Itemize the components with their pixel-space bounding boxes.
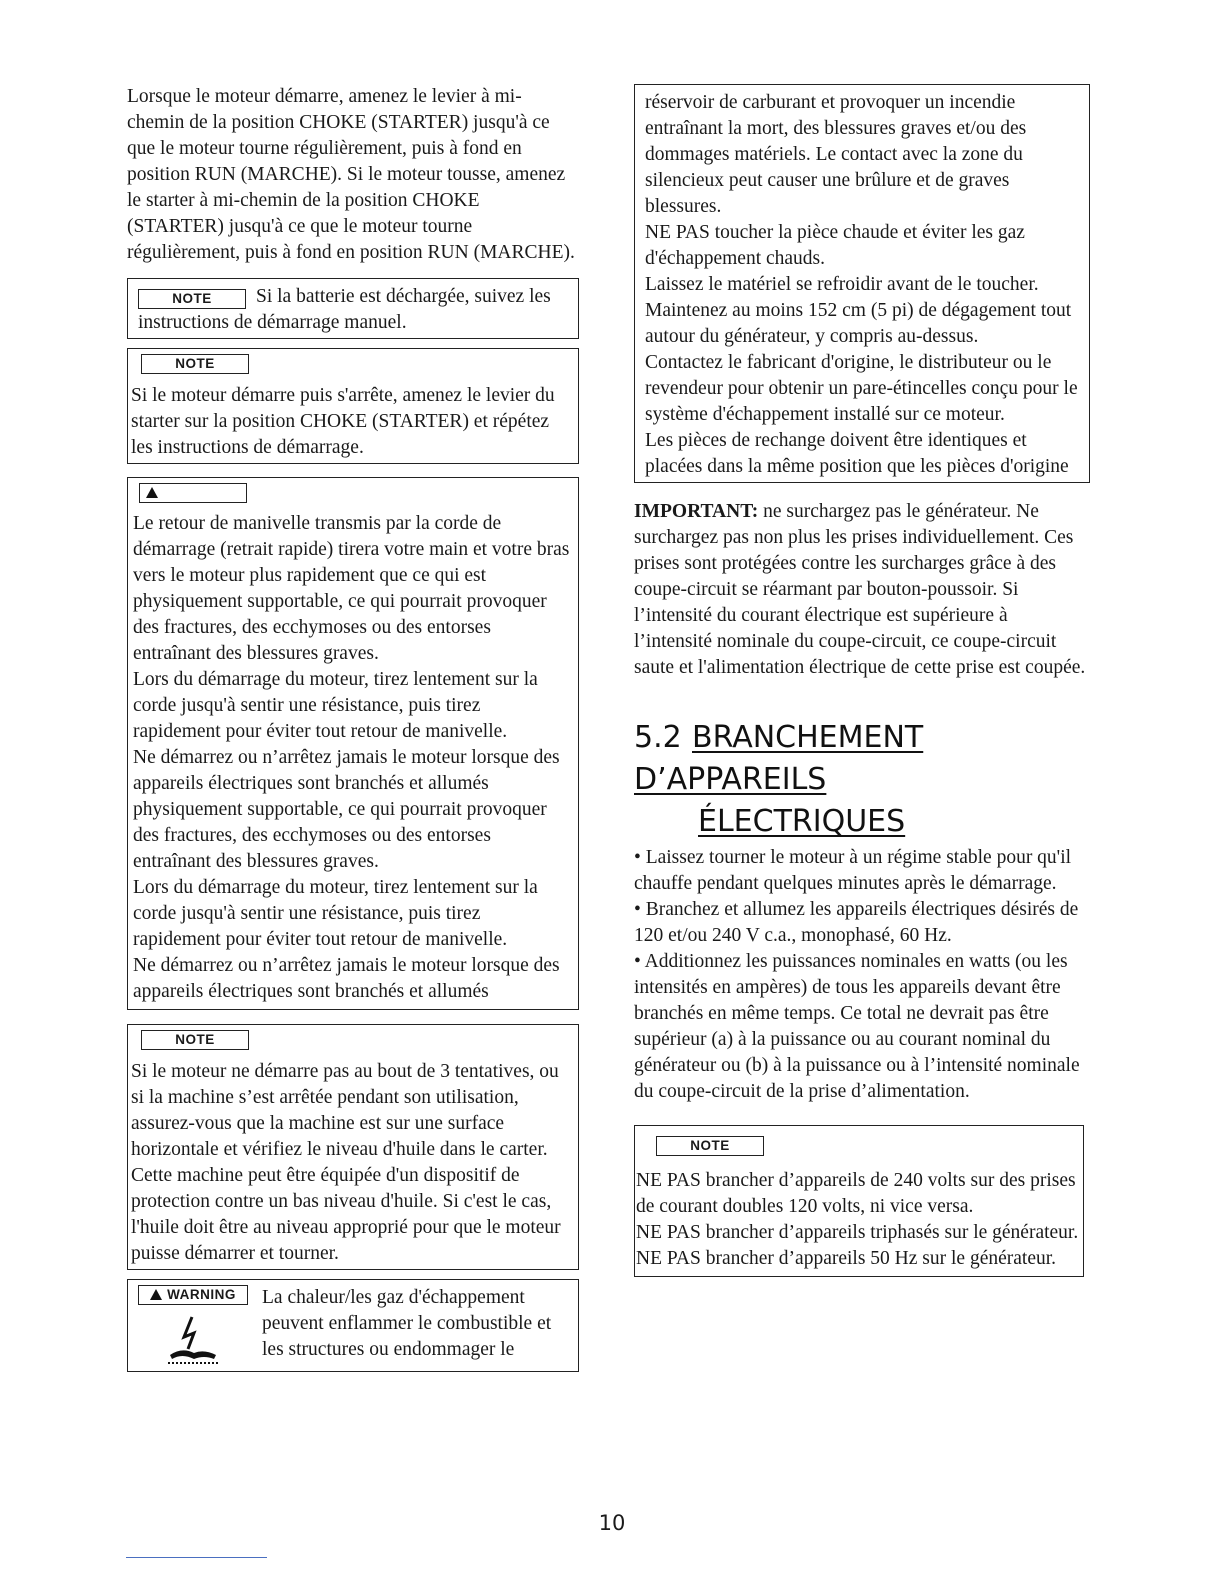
note-battery-text: Si la batterie est déchargée, suivez les instructions de démarrage manuel.	[138, 286, 551, 333]
continuation-paragraph: Les pièces de rechange doivent être identiques et placées dans la même position que les pièces d'origine	[645, 430, 1069, 477]
warning-badge-column	[138, 1285, 258, 1367]
important-overload-notice	[634, 499, 1090, 681]
connection-bullets	[634, 845, 1090, 1105]
exhaust-warning-text: La chaleur/les gaz d'échappement peuvent enflammer le combustible et les structures ou endommager le	[262, 1287, 552, 1360]
bullet-item: • Additionnez les puissances nominales en watts (ou les intensités en ampères) de tous les appareils devant être branchés en même temps. Ce total ne devrait pas être supérieur (a) à la puissance ou au courant nominal du générateur ou (b) à la puissance ou à l’intensité nominale du coupe-circuit de la prise d’alimentation.	[634, 951, 1080, 1102]
right-column	[634, 84, 1090, 1277]
kickback-warning-box	[127, 477, 579, 1010]
start-instructions: Lorsque le moteur démarre, amenez le levier à mi-chemin de la position CHOKE (STARTER) jusqu'à ce que le moteur tourne régulièrement, puis à fond en position RUN (MARCHE). Si le moteur tousse, amenez le starter à mi-chemin de la position CHOKE (STARTER) jusqu'à ce que le moteur tourne régulièrement, puis à fond en position RUN (MARCHE).	[127, 86, 575, 263]
note-label: NOTE	[141, 354, 249, 374]
left-column	[127, 84, 579, 1372]
warning-paragraph: Le retour de manivelle transmis par la corde de démarrage (retrait rapide) tirera votre main et votre bras vers le moteur plus rapidement que ce qui est physiquement supportable, ce qui pourrait provoquer des fractures, des ecchymoses ou des entorses entraînant des blessures graves.	[133, 513, 570, 664]
section-title-line2: ÉLECTRIQUES	[698, 804, 906, 839]
section-title-line1: BRANCHEMENT D’APPAREILS	[634, 720, 924, 797]
important-label: IMPORTANT:	[634, 501, 759, 522]
warning-paragraph: Ne démarrez ou n’arrêtez jamais le moteur lorsque des appareils électriques sont branchés et allumés	[133, 747, 560, 794]
note-label: NOTE	[141, 1030, 249, 1050]
section-number: 5.2	[634, 720, 682, 755]
bullet-item: • Branchez et allumez les appareils électriques désirés de 120 et/ou 240 V c.a., monophasé, 60 Hz.	[634, 899, 1079, 946]
note-voltage-paragraph: NE PAS brancher d’appareils de 240 volts sur des prises de courant doubles 120 volts, ni vice versa.	[636, 1170, 1076, 1217]
footnote-separator	[126, 1557, 267, 1558]
continuation-paragraph: NE PAS toucher la pièce chaude et éviter les gaz d'échappement chauds.	[645, 222, 1025, 269]
note-voltage-paragraph: NE PAS brancher d’appareils triphasés sur le générateur. NE PAS brancher d’appareils 50 Hz sur le générateur.	[636, 1222, 1079, 1269]
continuation-paragraph: Contactez le fabricant d'origine, le distributeur ou le revendeur pour obtenir un pare-étincelles conçu pour le système d'échappement installé sur ce moteur.	[645, 352, 1078, 425]
warning-triangle-icon	[150, 1289, 162, 1300]
continuation-paragraph: réservoir de carburant et provoquer un incendie entraînant la mort, des blessures graves et/ou des dommages matériels. Le contact avec la zone du silencieux peut causer une brûlure et de graves blessures.	[645, 92, 1027, 217]
warning-paragraph: Lors du démarrage du moteur, tirez lentement sur la corde jusqu'à sentir une résistance, puis tirez rapidement pour éviter tout retour de manivelle.	[133, 877, 538, 950]
page-number: 10	[598, 1511, 626, 1535]
note-engine-no-start-text: Si le moteur ne démarre pas au bout de 3 tentatives, ou si la machine s’est arrêtée pendant son utilisation, assurez-vous que la machine est sur une surface horizontale et vérifiez le niveau d'huile dans le carter. Cette machine peut être équipée d'un dispositif de protection contre un bas niveau d'huile. Si c'est le cas, l'huile doit être au niveau approprié pour que le moteur puisse démarrer et tourner.	[131, 1061, 561, 1264]
warning-triangle-icon	[146, 487, 158, 498]
warning-paragraph: Lors du démarrage du moteur, tirez lentement sur la corde jusqu'à sentir une résistance, puis tirez rapidement pour éviter tout retour de manivelle.	[133, 669, 538, 742]
note-label: NOTE	[138, 289, 246, 309]
warning-label: WARNING	[167, 1287, 236, 1302]
note-label: NOTE	[656, 1136, 764, 1156]
note-battery	[127, 278, 579, 339]
note-engine-stops-text: Si le moteur démarre puis s'arrête, amenez le levier du starter sur la position CHOKE (STARTER) et répétez les instructions de démarrage.	[131, 385, 555, 458]
warning-paragraph: physiquement supportable, ce qui pourrait provoquer des fractures, des ecchymoses ou des entorses entraînant des blessures graves.	[133, 799, 547, 872]
warning-paragraph: Ne démarrez ou n’arrêtez jamais le moteur lorsque des appareils électriques sont branchés et allumés	[133, 955, 560, 1002]
continuation-paragraph: Laissez le matériel se refroidir avant de le toucher.	[645, 274, 1039, 295]
exhaust-warning-continuation	[634, 84, 1090, 483]
important-text: ne surchargez pas le générateur. Ne surchargez pas non plus les prises individuellement. Ces prises sont protégées contre les surcharges grâce à des coupe-circuit se réarmant par bouton-poussoir. Si l’intensité du courant électrique est supérieure à l’intensité nominale du coupe-circuit, ce coupe-circuit saute et l'alimentation électrique de cette prise est coupée.	[634, 501, 1086, 678]
bullet-item: • Laissez tourner le moteur à un régime stable pour qu'il chauffe pendant quelques minutes après le démarrage.	[634, 847, 1072, 894]
exhaust-heat-warning	[127, 1279, 579, 1372]
note-engine-no-start	[127, 1024, 579, 1270]
note-engine-stops	[127, 348, 579, 464]
note-voltage	[634, 1125, 1084, 1277]
warning-symbol-badge	[139, 483, 247, 503]
continuation-paragraph: Maintenez au moins 152 cm (5 pi) de dégagement tout autour du générateur, y compris au-dessus.	[645, 300, 1072, 347]
warning-label-badge	[138, 1285, 248, 1305]
hot-surface-burn-icon	[164, 1315, 224, 1367]
section-heading	[634, 717, 1090, 843]
